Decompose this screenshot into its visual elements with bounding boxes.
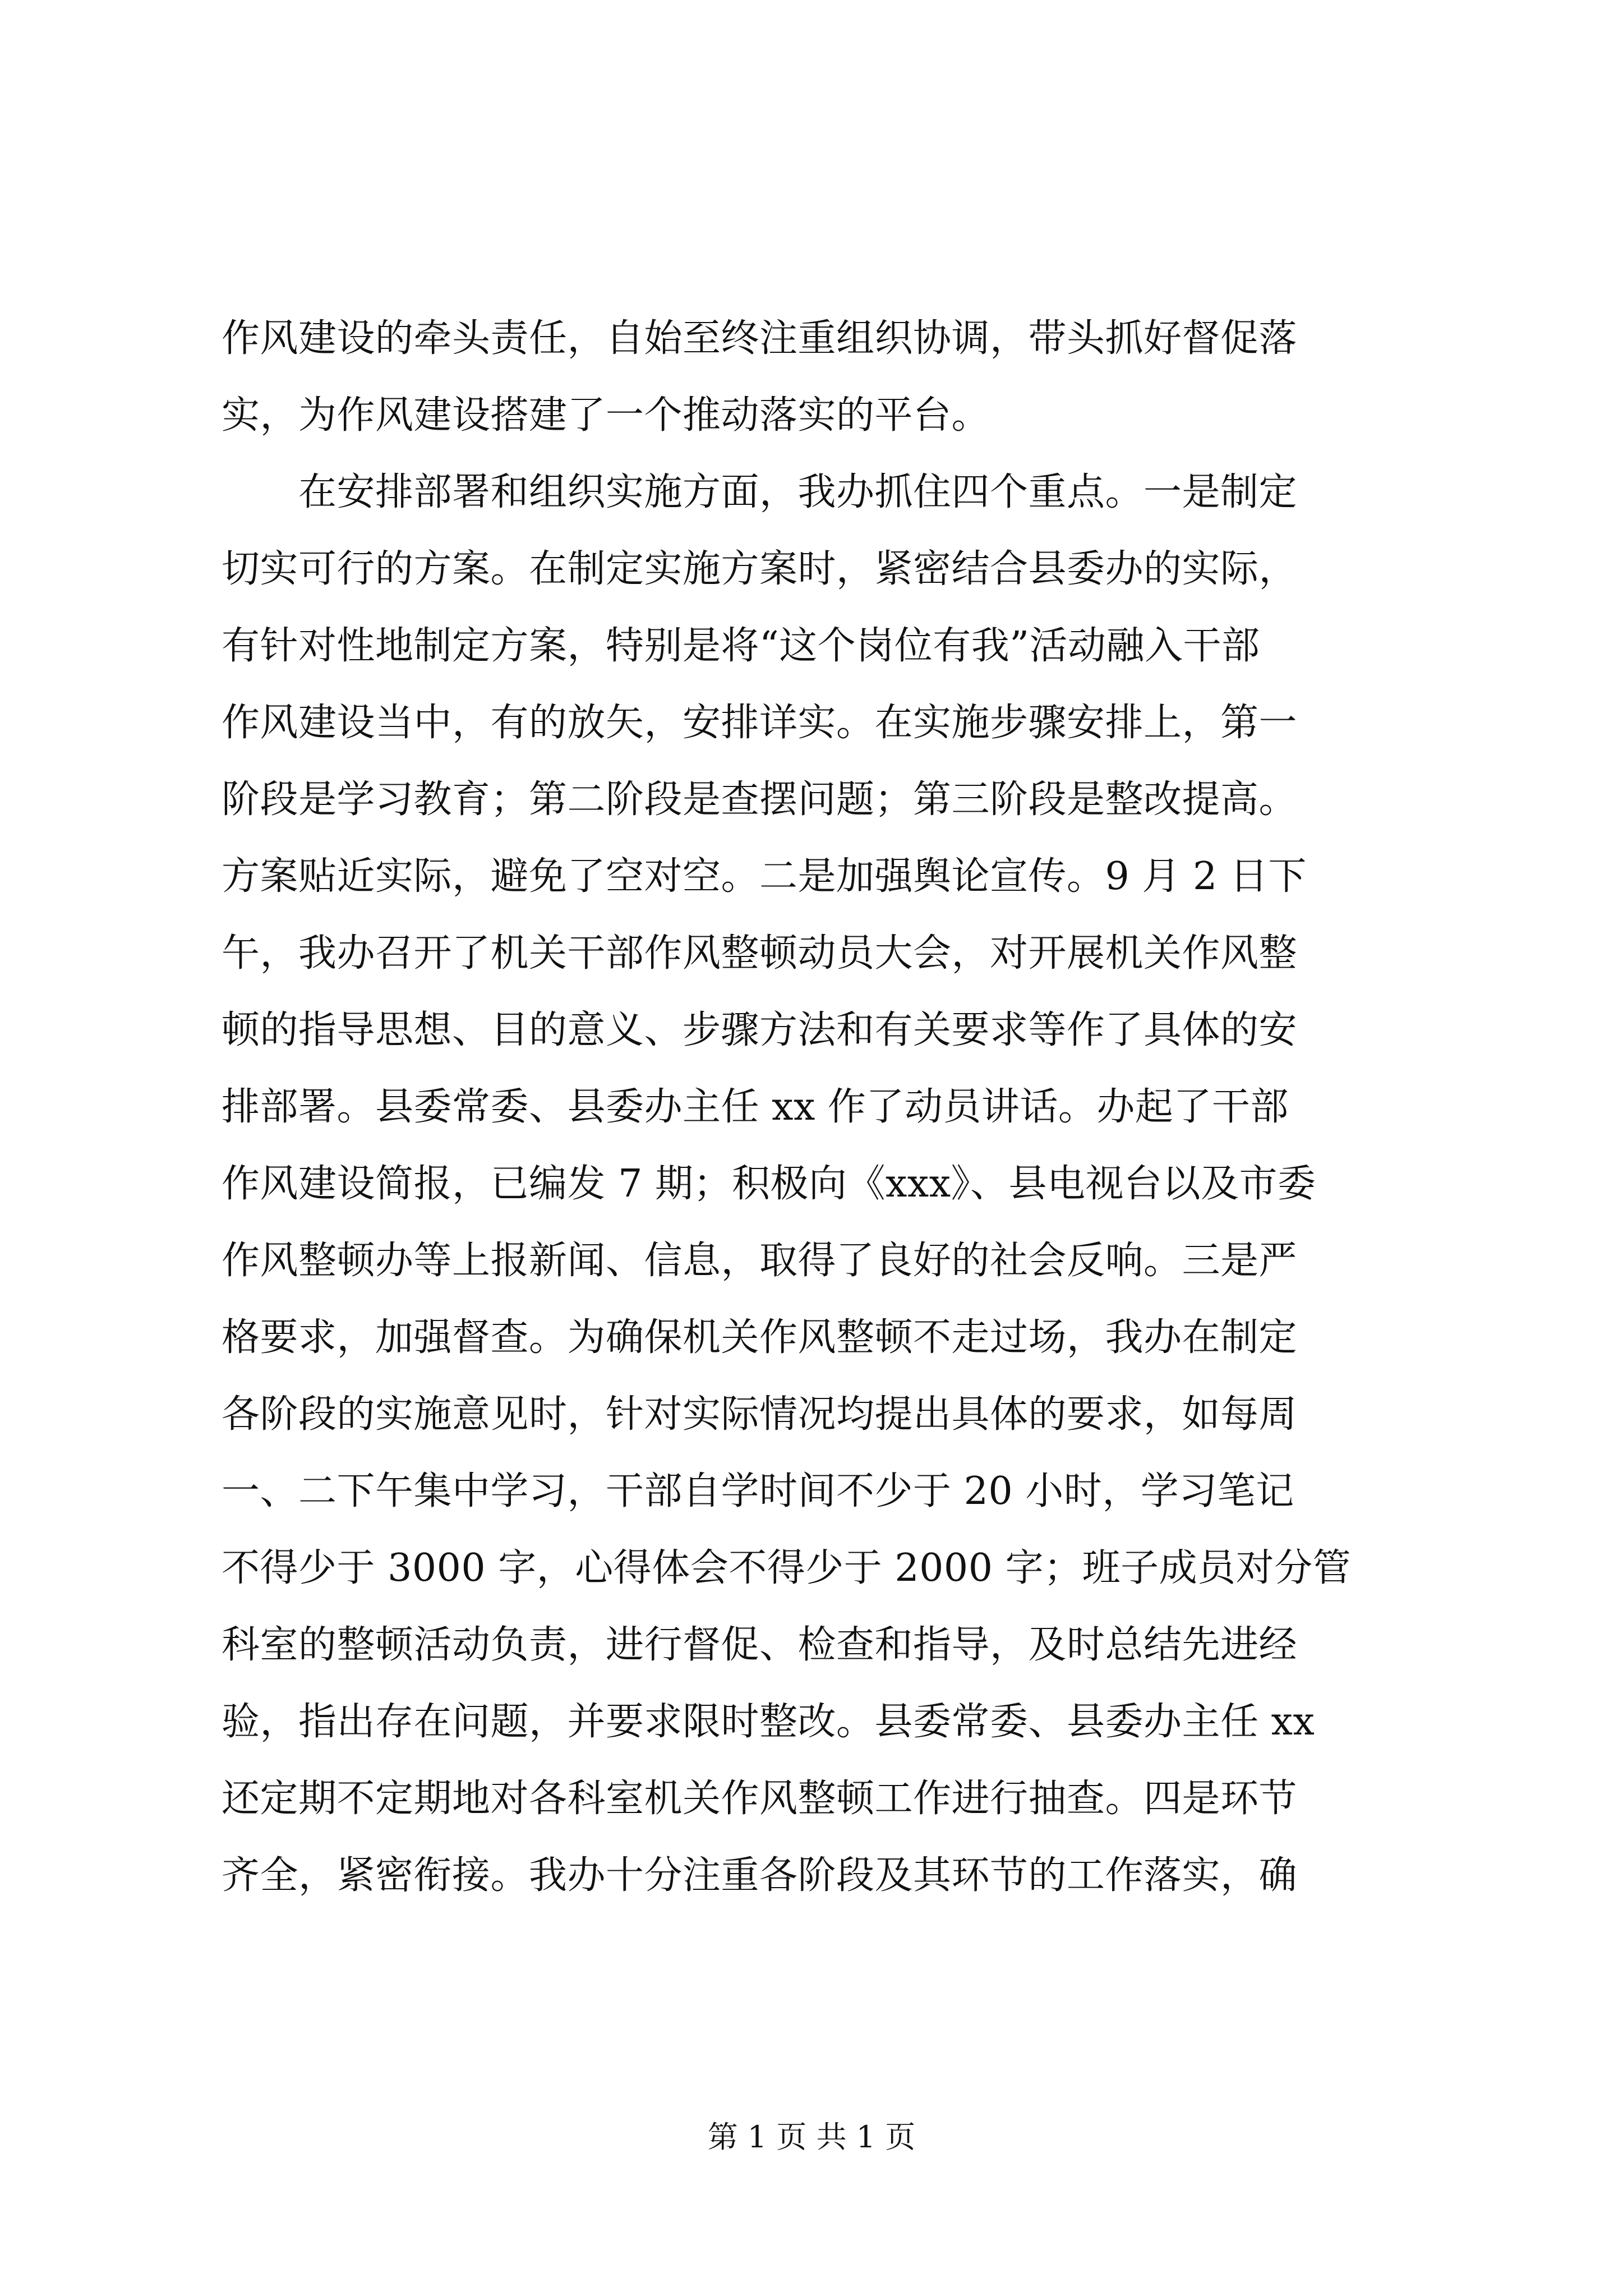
text-line: 科室的整顿活动负责，进行督促、检查和指导，及时总结先进经	[222, 1623, 1298, 1667]
text-line: 各阶段的实施意见时，针对实际情况均提出具体的要求，如每周	[222, 1392, 1298, 1437]
text-line: 切实可行的方案。在制定实施方案时，紧密结合县委办的实际，	[222, 547, 1298, 591]
text-line: 作风整顿办等上报新闻、信息，取得了良好的社会反响。三是严	[222, 1239, 1298, 1283]
page-footer	[0, 2118, 1623, 2157]
text-line: 齐全，紧密衔接。我办十分注重各阶段及其环节的工作落实，确	[222, 1853, 1298, 1898]
text-line: 作风建设当中，有的放矢，安排详实。在实施步骤安排上，第一	[222, 701, 1298, 745]
text-line: 顿的指导思想、目的意义、步骤方法和有关要求等作了具体的安	[222, 1008, 1298, 1052]
text-line: 午，我办召开了机关干部作风整顿动员大会，对开展机关作风整	[222, 931, 1298, 976]
text-line: 阶段是学习教育；第二阶段是查摆问题；第三阶段是整改提高。	[222, 777, 1298, 822]
text-line: 验，指出存在问题，并要求限时整改。县委常委、县委办主任 xx	[222, 1700, 1315, 1744]
text-line: 排部署。县委常委、县委办主任 xx 作了动员讲话。办起了干部	[222, 1085, 1289, 1129]
text-line: 还定期不定期地对各科室机关作风整顿工作进行抽查。四是环节	[222, 1777, 1298, 1821]
text-line: 实，为作风建设搭建了一个推动落实的平台。	[222, 393, 990, 438]
text-line: 格要求，加强督查。为确保机关作风整顿不走过场，我办在制定	[222, 1315, 1298, 1360]
text-line: 作风建设的牵头责任，自始至终注重组织协调，带头抓好督促落	[222, 316, 1298, 361]
text-line: 有针对性地制定方案，特别是将“这个岗位有我”活动融入干部	[222, 624, 1260, 668]
paragraph-start-line: 在安排部署和组织实施方面，我办抓住四个重点。一是制定	[298, 470, 1298, 514]
page-number-label: 第 1 页 共 1 页	[707, 2119, 916, 2155]
text-line: 作风建设简报，已编发 7 期；积极向《xxx》、县电视台以及市委	[222, 1162, 1316, 1206]
text-line: 方案贴近实际，避免了空对空。二是加强舆论宣传。9 月 2 日下	[222, 854, 1307, 899]
text-line: 一、二下午集中学习，干部自学时间不少于 20 小时，学习笔记	[222, 1469, 1294, 1513]
text-line: 不得少于 3000 字，心得体会不得少于 2000 字；班子成员对分管	[222, 1546, 1352, 1590]
document-body	[222, 300, 1433, 1914]
